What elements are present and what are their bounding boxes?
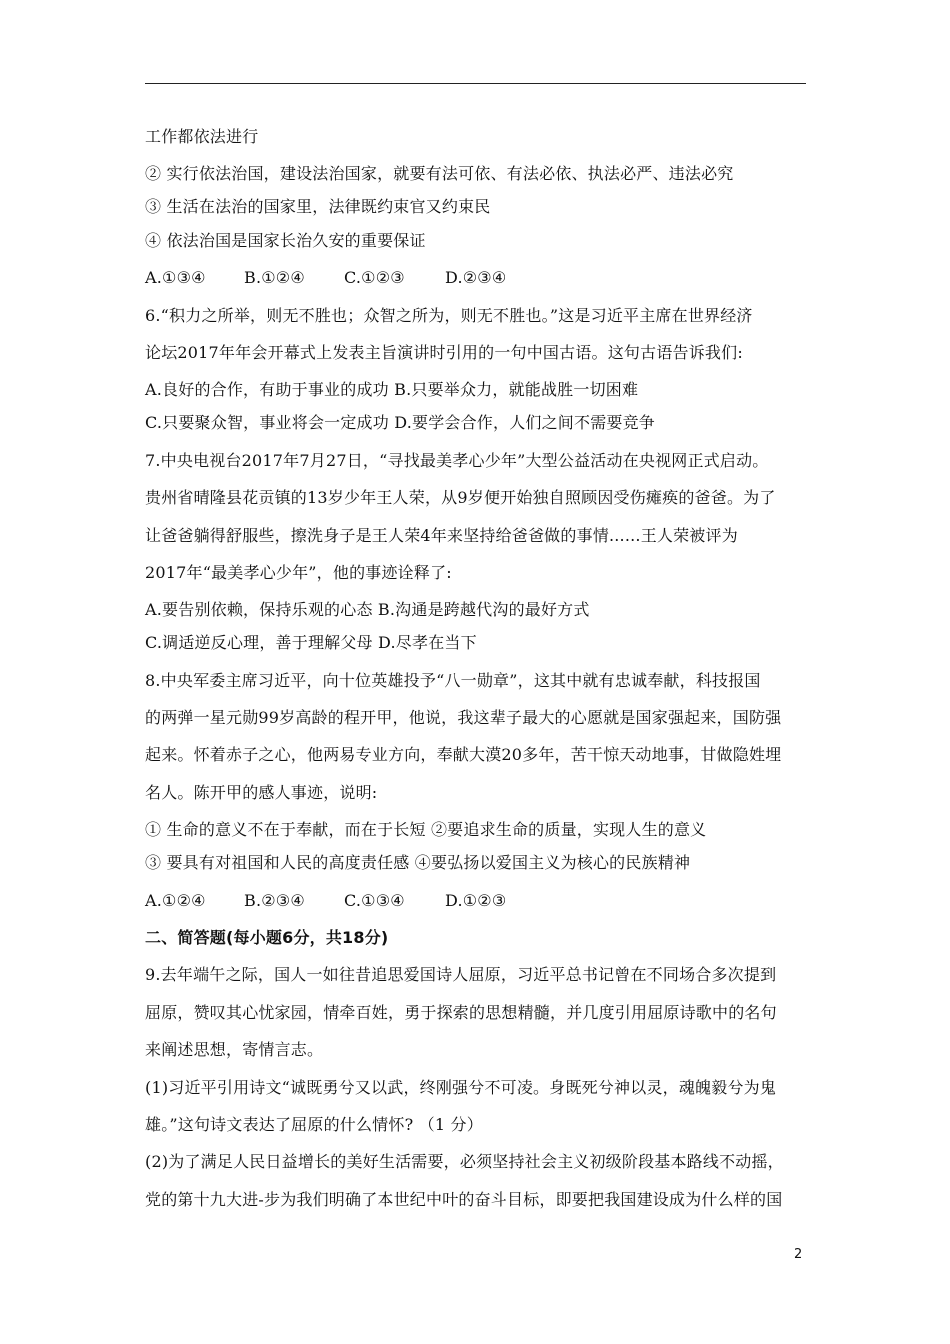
q6-stem-line-1: 6.“积力之所举，则无不胜也；众智之所为，则无不胜也。”这是习近平主席在世界经济 [145, 306, 753, 325]
q9-part1-line-2: 雄。”这句诗文表达了屈原的什么情怀? （1 分） [145, 1115, 483, 1134]
q8-option-a: A.①②④ [145, 891, 206, 910]
q6-options-ab: A.良好的合作，有助于事业的成功 B.只要举众力，就能战胜一切困难 [145, 380, 639, 399]
q8-stem-line-4: 名人。陈开甲的感人事迹，说明: [145, 783, 378, 802]
q5-option-d: D.②③④ [445, 268, 507, 287]
q9-stem-line-2: 屈原，赞叹其心忧家园，情牵百姓，勇于探索的思想精髓，并几度引用屈原诗歌中的名句 [145, 1003, 777, 1022]
q8-stem-line-2: 的两弹一星元勋99岁高龄的程开甲，他说，我这辈子最大的心愿就是国家强起来，国防强 [145, 708, 782, 727]
q6-options-cd: C.只要聚众智，事业将会一定成功 D.要学会合作，人们之间不需要竞争 [145, 413, 655, 432]
q9-stem-line-1: 9.去年端午之际，国人一如往昔追思爱国诗人屈原，习近平总书记曾在不同场合多次提到 [145, 965, 777, 984]
q5-options [145, 268, 506, 288]
q5-option-a: A.①③④ [145, 268, 206, 287]
q7-stem-line-4: 2017年“最美孝心少年”，他的事迹诠释了: [145, 563, 452, 582]
q5-option-c: C.①②③ [344, 268, 405, 287]
q9-part1-line-1: (1)习近平引用诗文“诚既勇兮又以武，终刚强兮不可凌。身既死兮神以灵，魂魄毅兮为鬼 [145, 1078, 777, 1097]
q7-stem-line-3: 让爸爸躺得舒服些，擦洗身子是王人荣4年来坚持给爸爸做的事情......王人荣被评为 [145, 526, 738, 545]
q6-stem-line-2: 论坛2017年年会开幕式上发表主旨演讲时引用的一句中国古语。这句古语告诉我们: [145, 343, 743, 362]
q8-stem-line-1: 8.中央军委主席习近平，向十位英雄投予“八一勋章”，这其中就有忠诚奉献，科技报国 [145, 671, 761, 690]
q8-options [145, 891, 506, 911]
header-rule [145, 83, 806, 84]
q8-option-d: D.①②③ [445, 891, 507, 910]
page-number: 2 [794, 1247, 803, 1262]
section-heading: 二、简答题(每小题6分，共18分) [145, 928, 389, 947]
statement-3: ③ 生活在法治的国家里，法律既约束官又约束民 [145, 197, 491, 216]
q7-stem-line-2: 贵州省晴隆县花贡镇的13岁少年王人荣，从9岁便开始独自照顾因受伤瘫痪的爸爸。为了 [145, 488, 776, 507]
q7-options-ab: A.要告别依赖，保持乐观的心态 B.沟通是跨越代沟的最好方式 [145, 600, 590, 619]
statement-4: ④ 依法治国是国家长治久安的重要保证 [145, 231, 426, 250]
q5-option-b: B.①②④ [244, 268, 305, 287]
q9-part2-line-2: 党的第十九大进-步为我们明确了本世纪中叶的奋斗目标，即要把我国建设成为什么样的国 [145, 1190, 783, 1209]
q7-options-cd: C.调适逆反心理，善于理解父母 D.尽孝在当下 [145, 633, 477, 652]
text-line: 工作都依法进行 [145, 127, 259, 146]
q8-statements-34: ③ 要具有对祖国和人民的高度责任感 ④要弘扬以爱国主义为核心的民族精神 [145, 853, 691, 872]
q8-option-b: B.②③④ [244, 891, 305, 910]
q8-stem-line-3: 起来。怀着赤子之心，他两易专业方向，奉献大漠20多年，苦干惊天动地事，甘做隐姓埋 [145, 745, 782, 764]
q9-stem-line-3: 来阐述思想，寄情言志。 [145, 1040, 324, 1059]
statement-2: ② 实行依法治国，建设法治国家，就要有法可依、有法必依、执法必严、违法必究 [145, 164, 734, 183]
q9-part2-line-1: (2)为了满足人民日益增长的美好生活需要，必须坚持社会主义初级阶段基本路线不动摇， [145, 1152, 784, 1171]
q7-stem-line-1: 7.中央电视台2017年7月27日，“寻找最美孝心少年”大型公益活动在央视网正式启动。 [145, 451, 769, 470]
q8-statements-12: ① 生命的意义不在于奉献，而在于长短 ②要追求生命的质量，实现人生的意义 [145, 820, 707, 839]
q8-option-c: C.①③④ [344, 891, 405, 910]
